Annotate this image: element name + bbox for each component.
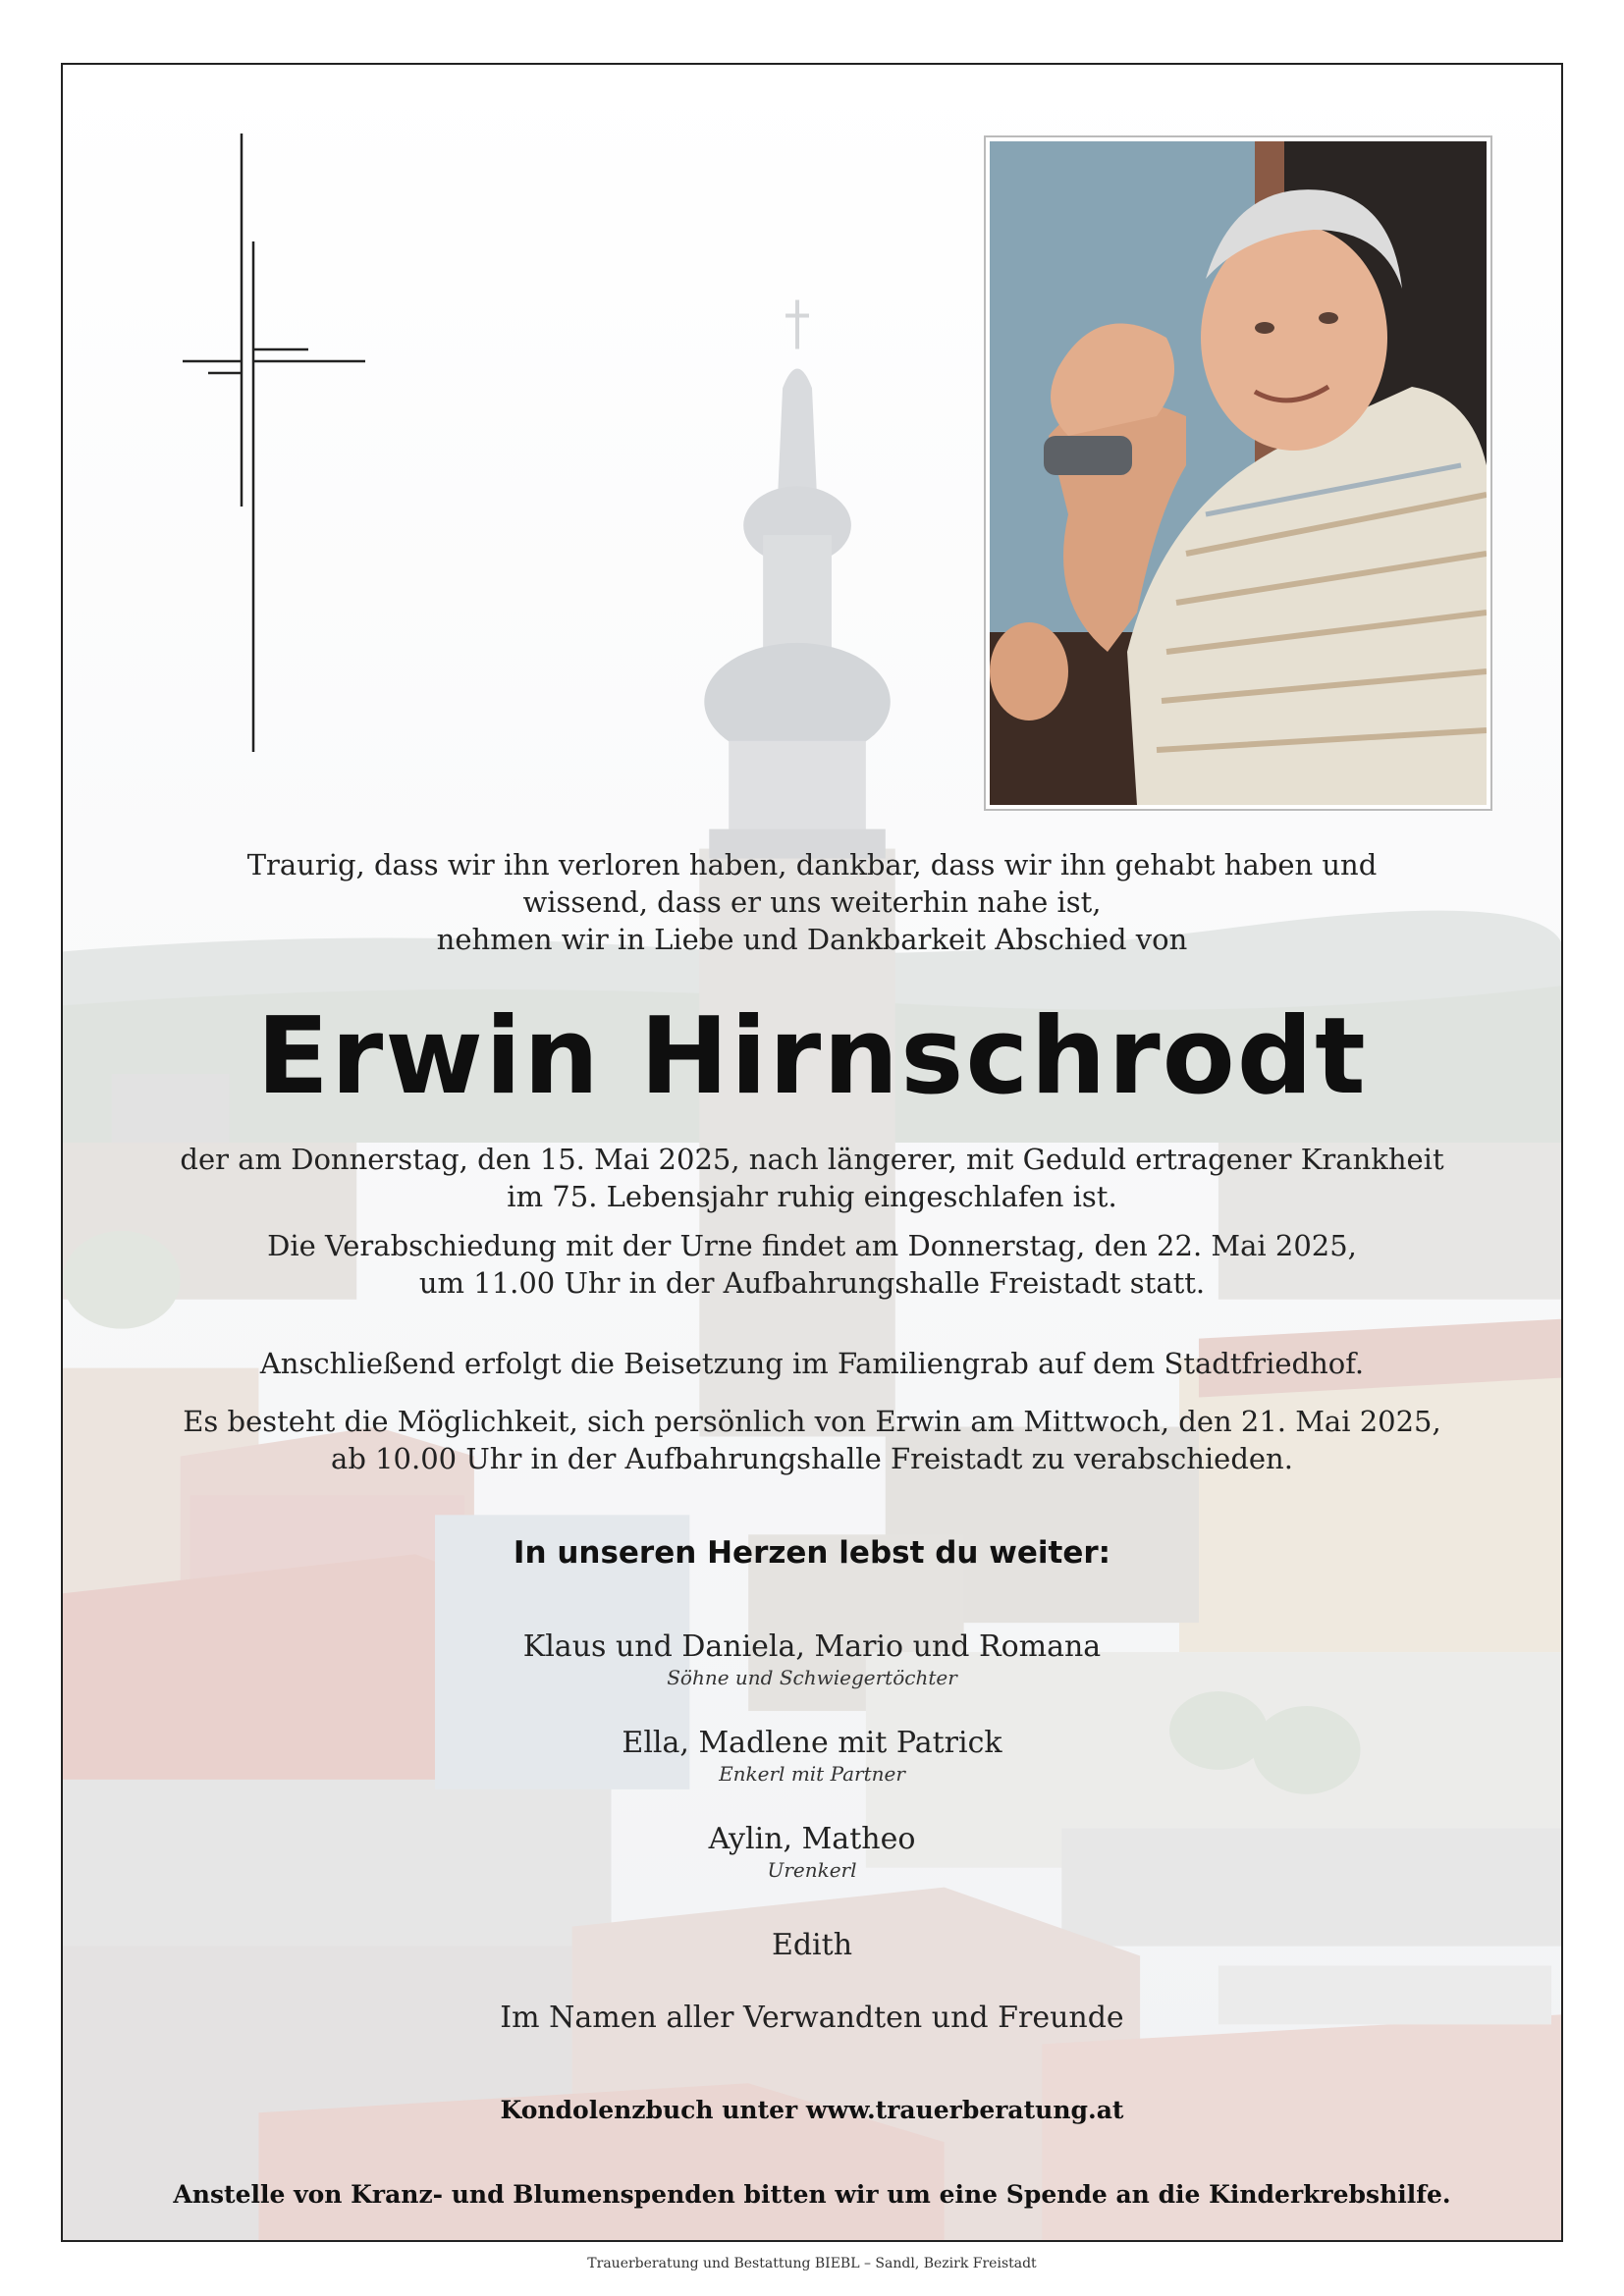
farewell-paragraph [63,1227,1561,1302]
farewell-line-2: um 11.00 Uhr in der Aufbahrungshalle Freistadt statt. [418,1266,1206,1300]
intro-line-2: wissend, dass er uns weiterhin nahe ist, [522,885,1102,919]
family-entry [63,1928,1561,1963]
family-entry [63,1726,1561,1787]
portrait-photo-image [990,141,1487,805]
death-notice-paragraph [63,1141,1561,1215]
family-role: Urenkerl [767,1858,857,1882]
burial-paragraph: Anschließend erfolgt die Beisetzung im Familiengrab auf dem Stadtfriedhof. [259,1347,1365,1380]
obituary-frame [61,63,1563,2242]
family-entry [63,1629,1561,1690]
family-name: Aylin, Matheo [708,1822,916,1856]
family-entry [63,2001,1561,2036]
viewing-paragraph [63,1403,1561,1477]
death-notice-line-1: der am Donnerstag, den 15. Mai 2025, nach längerer, mit Geduld ertragener Krankheit [180,1143,1444,1176]
viewing-line-2: ab 10.00 Uhr in der Aufbahrungshalle Freistadt zu verabschieden. [331,1442,1293,1475]
family-name: Klaus und Daniela, Mario und Romana [522,1629,1102,1664]
portrait-photo [984,135,1492,811]
donation-request-text: Anstelle von Kranz- und Blumenspenden bitten wir um eine Spende an die Kinderkrebshilfe. [173,2180,1451,2209]
cross-icon [183,133,365,752]
intro-line-3: nehmen wir in Liebe und Dankbarkeit Abschied von [436,923,1188,956]
family-name: Ella, Madlene mit Patrick [622,1726,1002,1760]
family-role: Söhne und Schwiegertöchter [667,1666,957,1689]
family-name: Edith [771,1928,853,1962]
family-entry [63,1822,1561,1883]
condolence-book-text: Kondolenzbuch unter www.trauerberatung.at [500,2096,1124,2124]
family-role: Enkerl mit Partner [719,1762,905,1786]
deceased-name: Erwin Hirnschrodt [256,995,1368,1118]
intro-text [63,846,1561,958]
family-name: Im Namen aller Verwandten und Freunde [500,2001,1124,2035]
death-notice-line-2: im 75. Lebensjahr ruhig eingeschlafen ist. [507,1180,1117,1213]
intro-line-1: Traurig, dass wir ihn verloren haben, dankbar, dass wir ihn gehabt haben und [246,848,1378,881]
farewell-line-1: Die Verabschiedung mit der Urne findet am Donnerstag, den 22. Mai 2025, [267,1229,1357,1262]
hearts-heading: In unseren Herzen lebst du weiter: [513,1535,1111,1571]
funeral-home-footer: Trauerberatung und Bestattung BIEBL – Sandl, Bezirk Freistadt [587,2256,1037,2271]
viewing-line-1: Es besteht die Möglichkeit, sich persönlich von Erwin am Mittwoch, den 21. Mai 2025, [183,1405,1441,1438]
